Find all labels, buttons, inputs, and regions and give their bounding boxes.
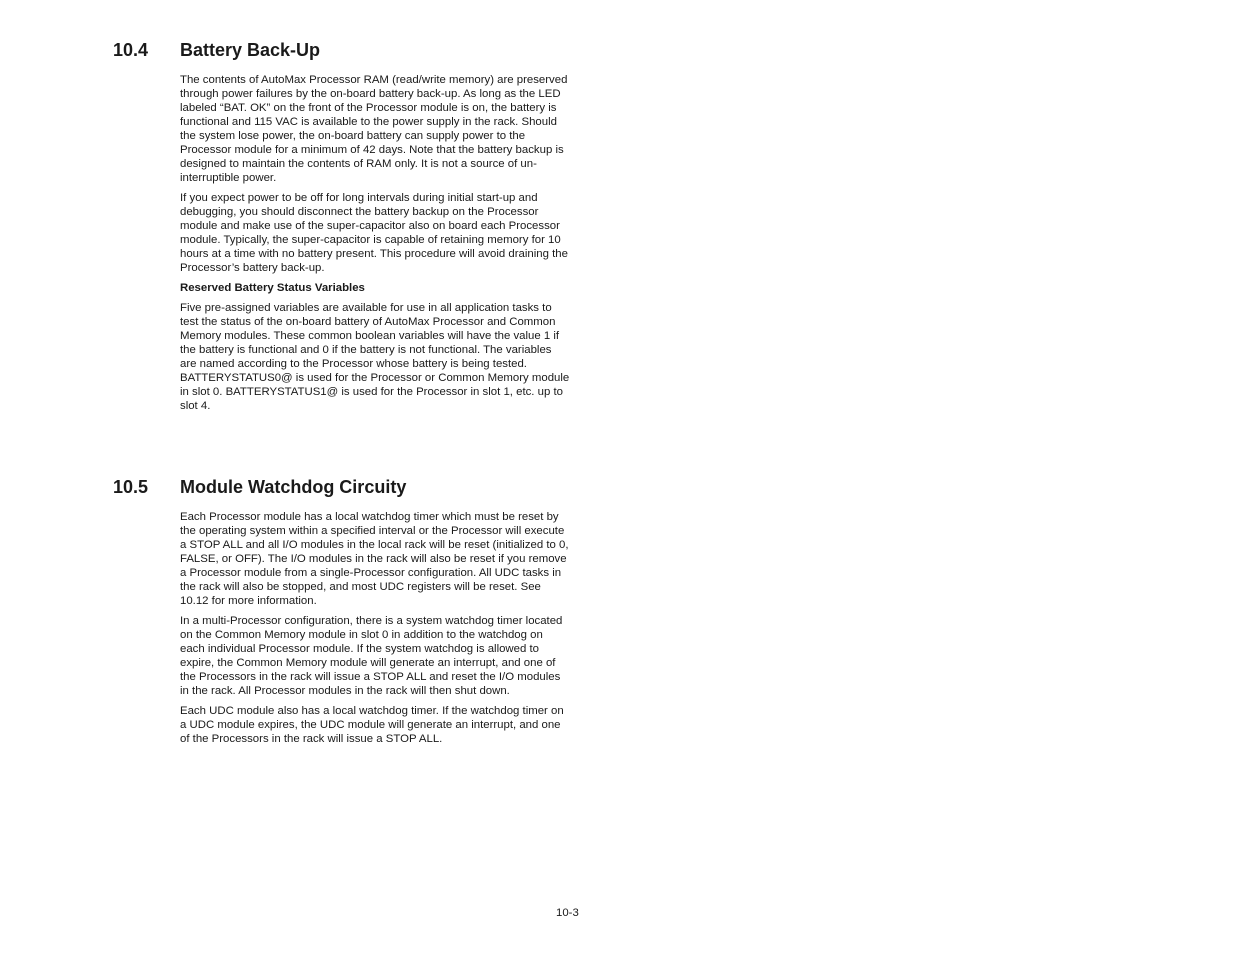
paragraph: If you expect power to be off for long intervals during initial start-up and debugging, you should disconnect the battery backup on the Processor module and make use of the super-capacitor also on board each Processor module. Typically, the super-capacitor is capable of retaining memory for 10 hours at a time with no battery present. This procedure will avoid draining the Processor’s battery back-up. — [180, 192, 568, 274]
subheading-reserved-battery-status: Reserved Battery Status Variables — [180, 282, 365, 294]
paragraph: Each Processor module has a local watchdog timer which must be reset by the operating system within a specified interval or the Processor will execute a STOP ALL and all I/O modules in the local rack will be reset (initialized to 0, FALSE, or OFF). The I/O modules in the rack will also be reset if you remove a Processor module from a single-Processor configuration. All UDC tasks in the rack will also be stopped, and most UDC registers will be reset. See 10.12 for more information. — [180, 511, 569, 607]
page-number: 10-3 — [556, 907, 579, 919]
section-number: 10.4 — [113, 40, 149, 60]
section-title: Battery Back-Up — [180, 40, 321, 60]
paragraph: Each UDC module also has a local watchdog timer. If the watchdog timer on a UDC module expires, the UDC module will generate an interrupt, and one of the Processors in the rack will issue a STOP ALL. — [180, 705, 564, 745]
section-number: 10.5 — [113, 477, 149, 497]
paragraph: In a multi-Processor configuration, there is a system watchdog timer located on the Common Memory module in slot 0 in addition to the watchdog on each individual Processor module. If the system watchdog is allowed to expire, the Common Memory module will generate an interrupt, and one of the Processors in the rack will issue a STOP ALL and reset the I/O modules in the rack. All Processor modules in the rack will then shut down. — [180, 615, 563, 697]
section-10-5-heading — [113, 476, 406, 498]
section-10-4-body — [180, 73, 570, 419]
paragraph: The contents of AutoMax Processor RAM (read/write memory) are preserved through power failures by the on-board battery back-up. As long as the LED labeled “BAT. OK” on the front of the Processor module is on, the battery is functional and 115 VAC is available to the power supply in the rack. Should the system lose power, the on-board battery can supply power to the Processor module for a minimum of 42 days. Note that the battery backup is designed to maintain the contents of RAM only. It is not a source of un-interruptible power. — [180, 74, 568, 184]
section-10-5-body — [180, 510, 570, 752]
paragraph: Five pre-assigned variables are available for use in all application tasks to test the status of the on-board battery of AutoMax Processor and Common Memory modules. These common boolean variables will have the value 1 if the battery is functional and 0 if the battery is not functional. The variables are named according to the Processor whose battery is being tested. BATTERYSTATUS0@ is used for the Processor or Common Memory module in slot 0. BATTERYSTATUS1@ is used for the Processor in slot 1, etc. up to slot 4. — [180, 302, 570, 412]
section-10-4-heading — [113, 39, 320, 61]
section-title: Module Watchdog Circuity — [180, 477, 407, 497]
